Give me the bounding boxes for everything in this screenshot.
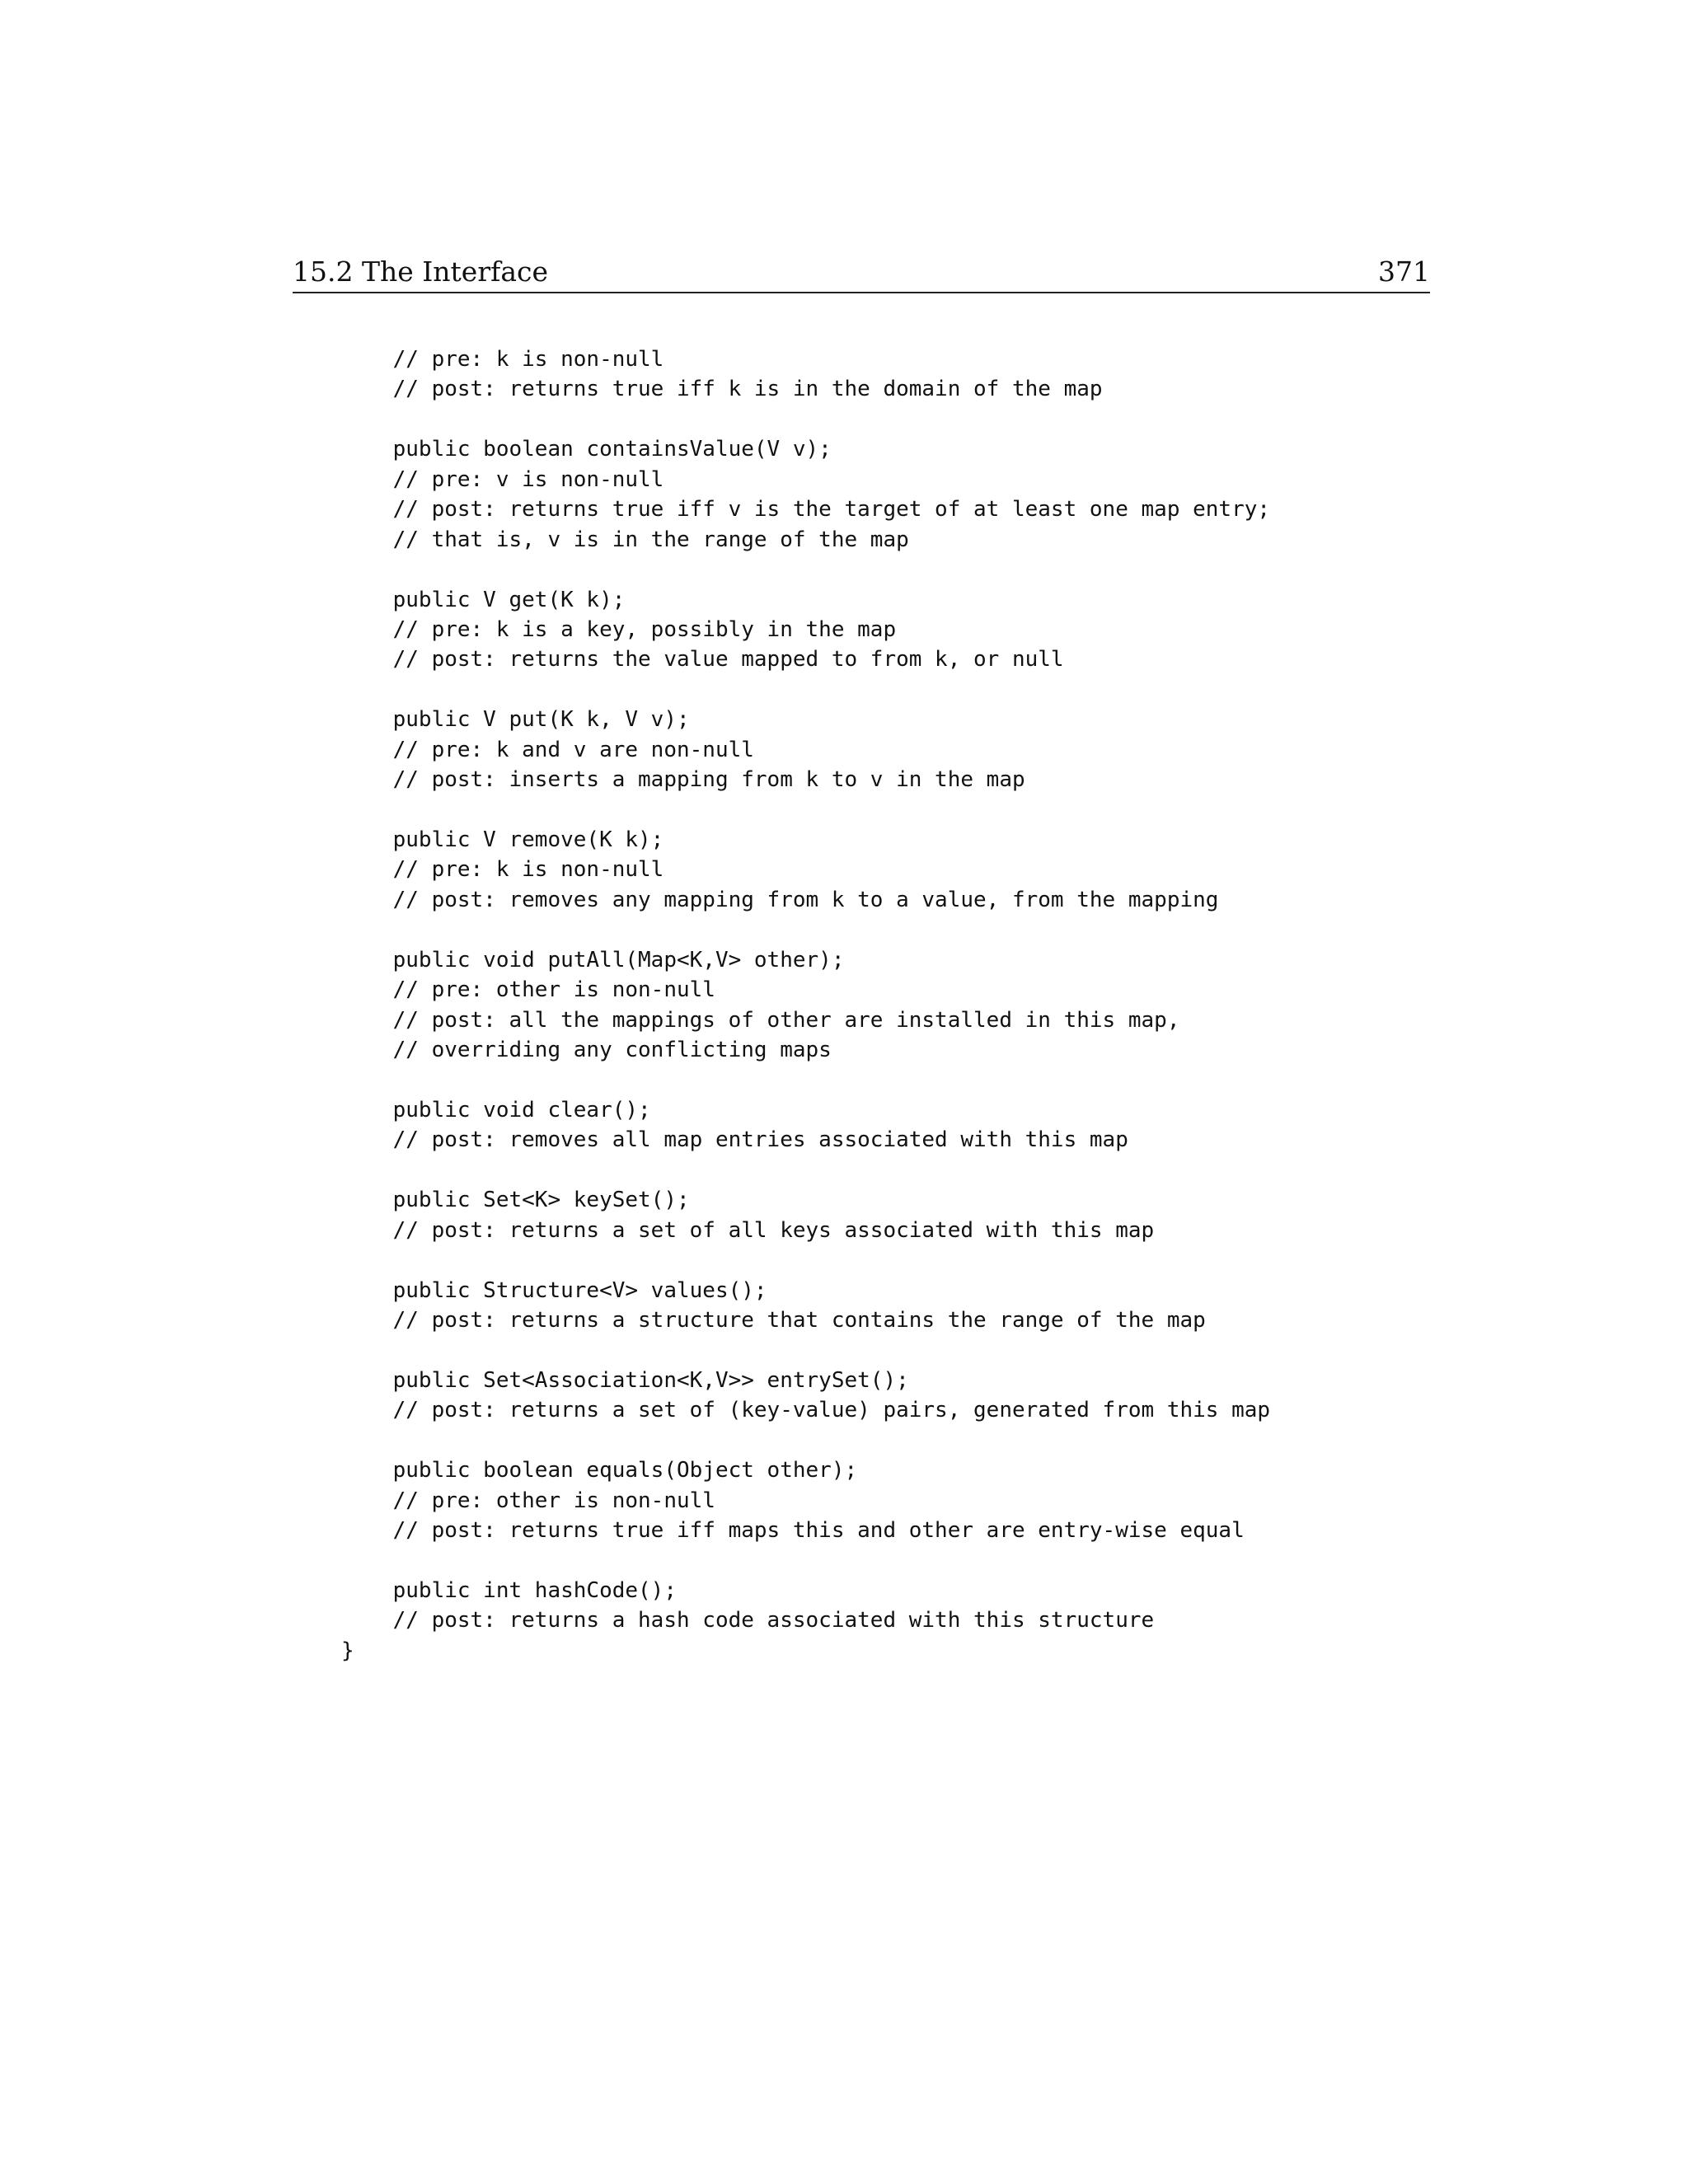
code-line: // pre: k is non-null: [341, 347, 664, 372]
code-line: public V put(K k, V v);: [341, 707, 690, 733]
code-line: [341, 1245, 1495, 1275]
code-line: // post: returns a hash code associated with this structure: [341, 1608, 1155, 1633]
code-listing: [341, 344, 1495, 1666]
code-line: // post: all the mappings of other are installed in this map,: [341, 1007, 1180, 1033]
code-line: // pre: k and v are non-null: [341, 737, 754, 762]
code-line: [341, 675, 1495, 705]
code-line: // post: returns true iff maps this and other are entry-wise equal: [341, 1518, 1245, 1544]
code-line: public Set<K> keySet();: [341, 1188, 690, 1213]
code-line: public int hashCode();: [341, 1577, 677, 1603]
code-line: // that is, v is in the range of the map: [341, 527, 909, 552]
code-line: // post: returns a set of (key-value) pairs, generated from this map: [341, 1398, 1271, 1423]
page-header: [293, 254, 1430, 293]
code-line: // post: inserts a mapping from k to v in the map: [341, 767, 1025, 793]
code-line: [341, 1335, 1495, 1365]
code-line: // post: removes any mapping from k to a value, from the mapping: [341, 887, 1219, 912]
code-line: public Set<Association<K,V>> entrySet();: [341, 1367, 909, 1393]
code-line: // pre: k is non-null: [341, 857, 664, 883]
code-line: public V remove(K k);: [341, 827, 664, 852]
code-line: // overriding any conflicting maps: [341, 1038, 832, 1063]
code-line: // pre: other is non-null: [341, 1488, 715, 1513]
code-line: [341, 555, 1495, 584]
code-line: public boolean containsValue(V v);: [341, 437, 832, 462]
section-title: 15.2 The Interface: [293, 255, 549, 288]
code-line: [341, 795, 1495, 825]
code-line: // post: returns true iff v is the target of at least one map entry;: [341, 497, 1271, 523]
code-line: // pre: k is a key, possibly in the map: [341, 616, 897, 642]
code-line: // post: returns the value mapped to from k, or null: [341, 647, 1064, 673]
code-line: [341, 1066, 1495, 1095]
code-line: public void clear();: [341, 1097, 651, 1122]
page-number: 371: [1378, 255, 1430, 288]
code-line: [341, 1426, 1495, 1455]
code-line: [341, 405, 1495, 434]
code-line: // post: returns a structure that contains the range of the map: [341, 1308, 1206, 1333]
code-line: public void putAll(Map<K,V> other);: [341, 947, 845, 972]
code-line: // post: removes all map entries associated with this map: [341, 1127, 1128, 1153]
closing-brace: }: [341, 1638, 354, 1663]
code-line: // pre: other is non-null: [341, 977, 715, 1003]
code-line: [341, 1546, 1495, 1576]
code-line: public V get(K k);: [341, 587, 626, 612]
code-line: // post: returns true iff k is in the domain of the map: [341, 377, 1103, 402]
code-line: [341, 915, 1495, 944]
code-line: // post: returns a set of all keys associated with this map: [341, 1217, 1155, 1243]
code-line: // pre: v is non-null: [341, 466, 664, 492]
code-line: public Structure<V> values();: [341, 1277, 767, 1303]
code-line: public boolean equals(Object other);: [341, 1458, 858, 1483]
code-line: [341, 1155, 1495, 1185]
